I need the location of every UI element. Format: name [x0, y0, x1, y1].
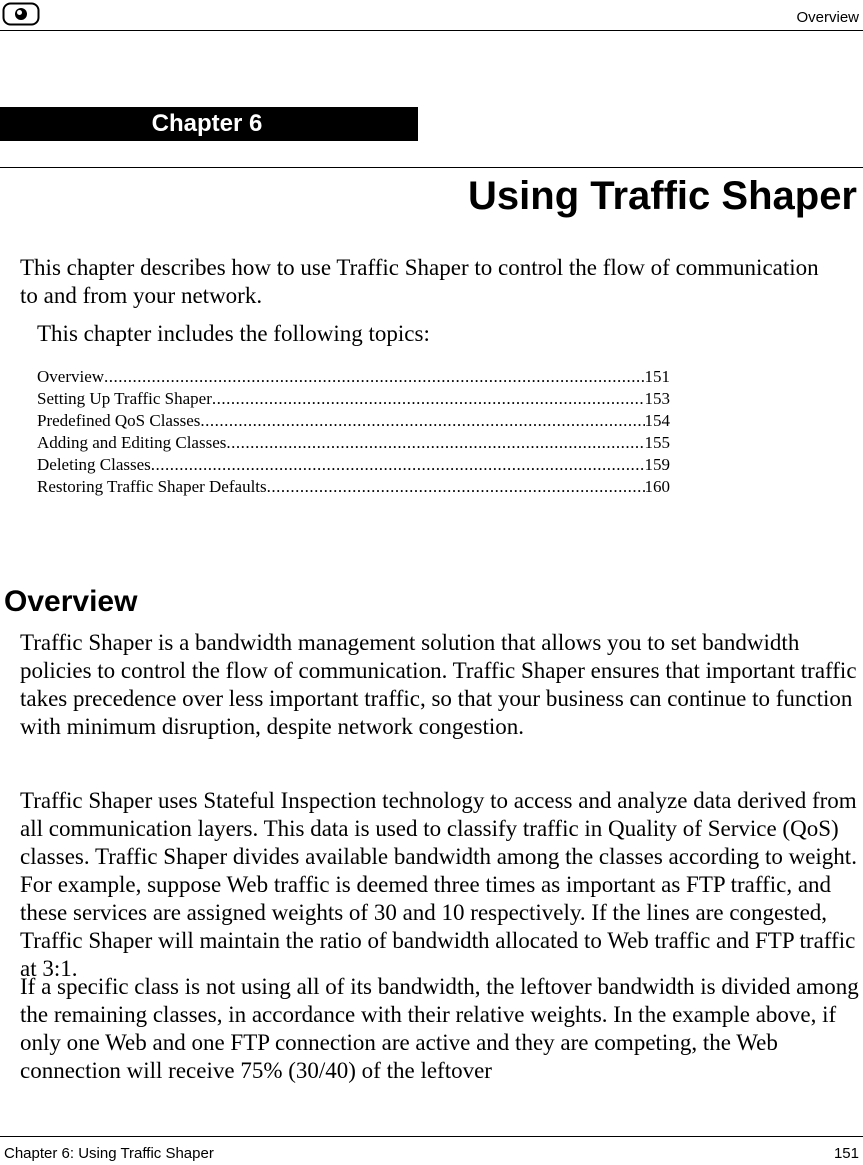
toc-entry-page: 160 — [644, 477, 670, 496]
toc-entry-page: 155 — [644, 433, 670, 452]
toc-entry-title: Overview — [37, 367, 105, 386]
toc-leader — [226, 432, 644, 454]
page-footer — [0, 1136, 863, 1162]
title-rule — [0, 167, 863, 168]
table-of-contents — [37, 366, 670, 498]
overview-paragraph: Traffic Shaper uses Stateful Inspection technology to access and analyze data derived from all communication layers. This data is used to classify traffic in Quality of Service (QoS) classes. Traffic Shaper divides available bandwidth among the classes according to weight. For example, suppose Web traffic is deemed three times as important as FTP traffic, and these services are assigned weights of 30 and 10 respectively. If the lines are congested, Traffic Shaper will maintain the ratio of bandwidth allocated to Web traffic and FTP traffic at 3:1. — [20, 788, 857, 981]
chapter-label — [0, 107, 418, 141]
chapter-description: This chapter describes how to use Traffic Shaper to control the flow of communication to and from your network. — [20, 255, 819, 308]
page-header — [0, 0, 863, 31]
toc-entry-restoring-defaults[interactable] — [37, 476, 670, 498]
toc-entry-deleting[interactable] — [37, 454, 670, 476]
toc-entry-setting-up[interactable] — [37, 388, 670, 410]
toc-entry-title: Adding and Editing Classes — [37, 433, 227, 452]
product-logo-icon — [2, 2, 40, 31]
chapter-title: Using Traffic Shaper — [468, 174, 857, 218]
toc-entry-adding-editing[interactable] — [37, 432, 670, 454]
toc-leader — [104, 366, 644, 388]
toc-entry-overview[interactable] — [37, 366, 670, 388]
overview-paragraph: Traffic Shaper is a bandwidth management solution that allows you to set bandwidth policies to control the flow of communication. Traffic Shaper ensures that important traffic takes precedence over less important traffic, so that your business can continue to function with minimum disruption, despite network congestion. — [20, 630, 857, 739]
section-heading-overview: Overview — [4, 585, 138, 618]
toc-leader — [200, 410, 644, 432]
toc-leader — [267, 476, 645, 498]
toc-entry-page: 154 — [644, 411, 670, 430]
toc-entry-title: Setting Up Traffic Shaper — [37, 389, 212, 408]
toc-leader — [151, 454, 645, 476]
toc-entry-title: Restoring Traffic Shaper Defaults — [37, 477, 267, 496]
toc-entry-title: Deleting Classes — [37, 455, 151, 474]
overview-paragraph: If a specific class is not using all of its bandwidth, the leftover bandwidth is divided among the remaining classes, in accordance with their relative weights. In the example above, if only one Web and one FTP connection are active and they are competing, the Web connection will receive 75% (30/40) of the leftover — [20, 974, 859, 1083]
toc-entry-page: 151 — [644, 367, 670, 386]
toc-entry-title: Predefined QoS Classes — [37, 411, 201, 430]
toc-entry-page: 159 — [644, 455, 670, 474]
toc-entry-predefined-qos[interactable] — [37, 410, 670, 432]
toc-leader — [212, 388, 645, 410]
toc-entry-page: 153 — [644, 389, 670, 408]
footer-chapter-ref: Chapter 6: Using Traffic Shaper — [4, 1145, 214, 1162]
header-section-title: Overview — [796, 9, 859, 26]
footer-page-number: 151 — [833, 1145, 859, 1162]
chapter-label-text: Chapter 6 — [151, 110, 263, 137]
topics-intro: This chapter includes the following topics: — [37, 321, 430, 346]
